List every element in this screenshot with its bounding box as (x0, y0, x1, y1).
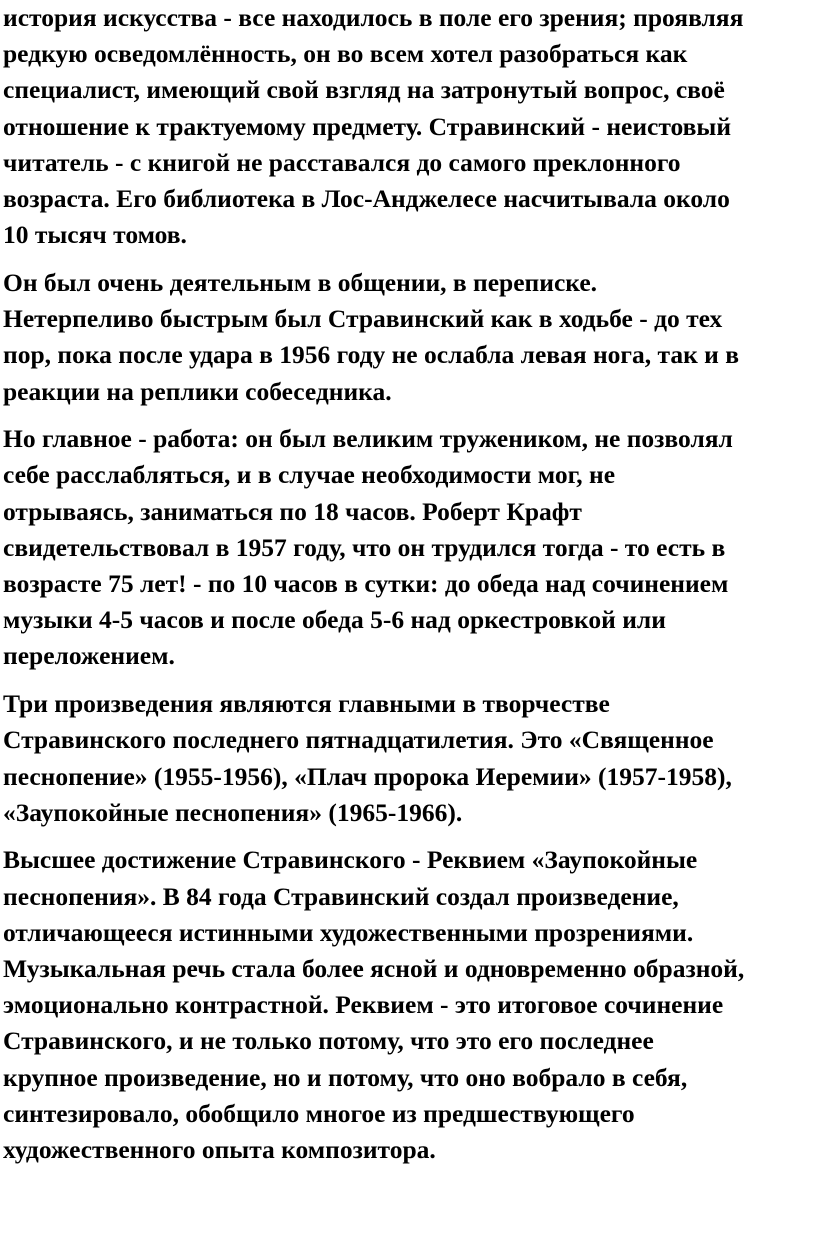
text-line: музыки 4-5 часов и после обеда 5-6 над оркестровкой или (3, 605, 666, 635)
text-line: Три произведения являются главными в творчестве (3, 689, 610, 719)
text-line: реакции на реплики собеседника. (3, 376, 392, 406)
paragraph-3 (3, 421, 811, 674)
paragraph-1 (3, 0, 811, 253)
text-line: себе расслабляться, и в случае необходимости мог, не (3, 460, 616, 490)
text-line: Высшее достижение Стравинского - Реквием «Заупокойные (3, 845, 698, 875)
text-line: возрасте 75 лет! - по 10 часов в сутки: до обеда над сочинением (3, 569, 729, 599)
text-line: возраста. Его библиотека в Лос-Анджелесе насчитывала около (3, 184, 730, 214)
text-line: песнопения». В 84 года Стравинский создал произведение, (3, 881, 679, 911)
text-line: Он был очень деятельным в общении, в переписке. (3, 267, 598, 297)
text-line: эмоционально контрастной. Реквием - это итоговое сочинение (3, 990, 724, 1020)
paragraph-gap (3, 410, 811, 422)
text-line: отличающееся истинными художественными прозрениями. (3, 917, 694, 947)
text-line: редкую осведомлённость, он во всем хотел разобраться как (3, 39, 688, 69)
text-line: Музыкальная речь стала более ясной и одновременно образной, (3, 954, 745, 984)
text-line: отрываясь, заниматься по 18 часов. Роберт Крафт (3, 496, 582, 526)
text-line: специалист, имеющий свой взгляд на затронутый вопрос, своё (3, 75, 725, 105)
text-line: отношение к трактуемому предмету. Стравинский - неистовый (3, 111, 732, 141)
text-line: Стравинского последнего пятнадцатилетия. Это «Священное (3, 725, 714, 755)
paragraph-gap (3, 253, 811, 265)
text-line: свидетельствовал в 1957 году, что он трудился тогда - то есть в (3, 532, 726, 562)
text-line: Но главное - работа: он был великим тружеником, не позволял (3, 424, 733, 454)
paragraph-gap (3, 675, 811, 687)
text-line: 10 тысяч томов. (3, 220, 187, 250)
text-line: Нетерпеливо быстрым был Стравинский как в ходьбе - до тех (3, 304, 723, 334)
text-line: синтезировало, обобщило многое из предшествующего (3, 1098, 635, 1128)
paragraph-5 (3, 842, 811, 1168)
text-line: история искусства - все находилось в поле его зрения; проявляя (3, 3, 744, 32)
text-line: крупное произведение, но и потому, что оно вобрало в себя, (3, 1062, 688, 1092)
paragraph-2 (3, 265, 811, 410)
document-page (3, 0, 811, 1168)
paragraph-4 (3, 686, 811, 831)
paragraph-gap (3, 831, 811, 843)
text-line: переложением. (3, 641, 175, 671)
text-line: песнопение» (1955-1956), «Плач пророка Иеремии» (1957-1958), (3, 761, 732, 791)
text-line: художественного опыта композитора. (3, 1135, 436, 1165)
text-line: пор, пока после удара в 1956 году не ослабла левая нога, так и в (3, 340, 740, 370)
text-line: «Заупокойные песнопения» (1965-1966). (3, 797, 463, 827)
text-line: читатель - с книгой не расставался до самого преклонного (3, 147, 681, 177)
text-line: Стравинского, и не только потому, что это его последнее (3, 1026, 654, 1056)
